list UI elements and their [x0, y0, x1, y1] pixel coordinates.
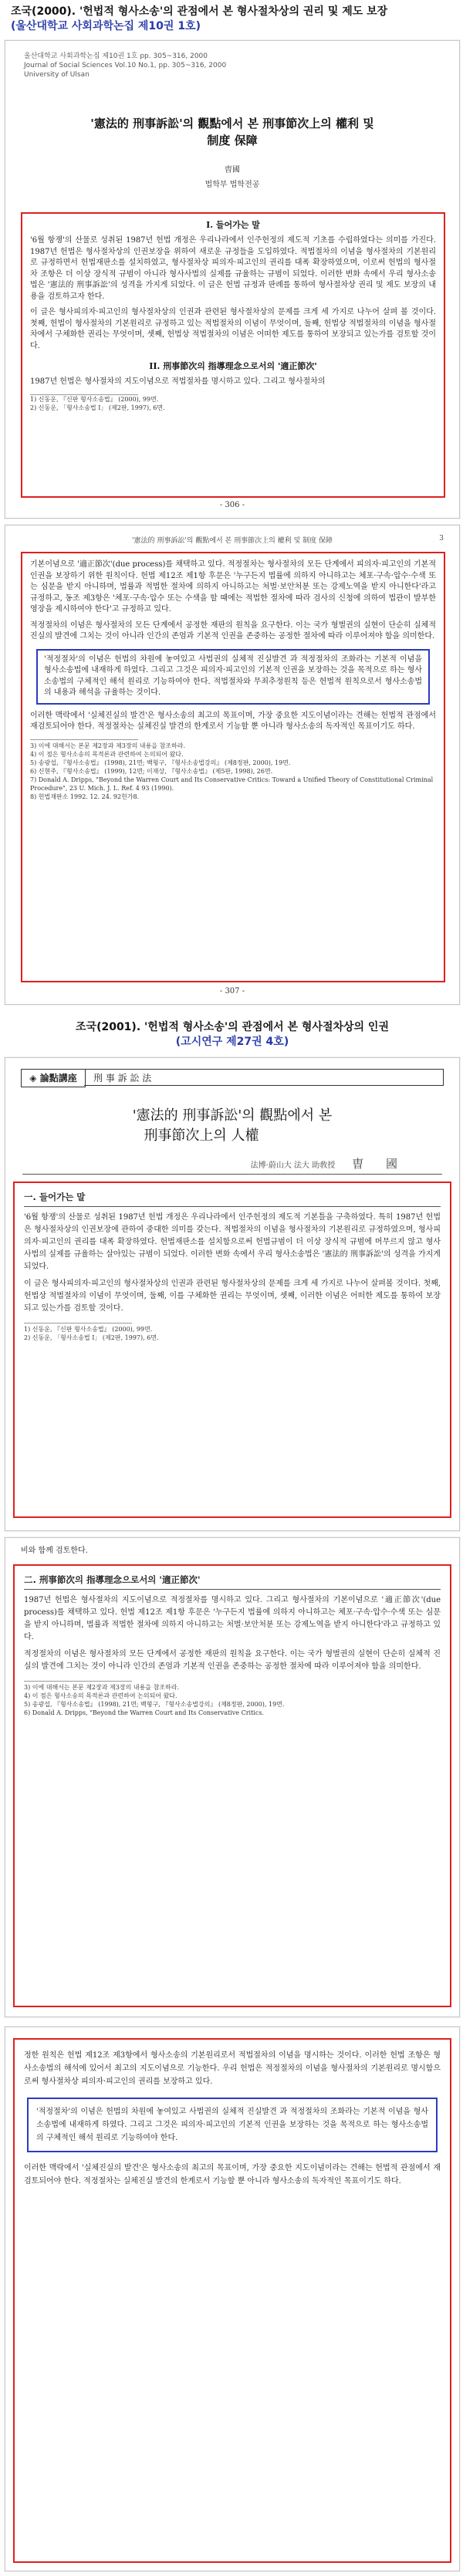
- page-number: - 307 -: [219, 987, 245, 996]
- body-paragraph: '6월 항쟁'의 산물로 성취된 1987년 헌법 개정은 우리나라에서 인주헌정의 제도적 기초를 수립하였다는 의미를 가진다. 1987년 헌법은 형사절차상의 인권보장을 위하여 새로운 규정들을 도입하였다. 적법절차의 이념을 형사절차의 기본원리로 규정하면서 헌법재판소를 설치하였고, 형사절차상 피의자·피고인의 권리를 대폭 확장하였으며, 이로써 헌법의 형사절차 조항은 더 이상 장식적 규범이 아니라 형사사법의 실제를 규율하는 규범이 되었다. 이러한 변화 속에서 우리 형사소송법은 '憲法的 刑事訴訟'의 성격을 가지게 되었다. 이 글은 헌법 규정과 판례를 통하여 형사절차상 권리 및 제도 보장의 내용을 검토하고자 한다.: [30, 236, 436, 301]
- footnote-rule: [30, 739, 138, 740]
- body-paragraph: 적정절차의 이념은 형사절차의 모든 단계에서 공정한 재판의 원칙을 요구한다. 이는 국가 형벌권의 실현이 단순히 실체적 진실의 발견에 그치는 것이 아니라 인간의 존엄과 기본적 인권을 존중하는 공정한 절차에 따라 이루어져야 함을 의미한다.: [24, 1650, 441, 1671]
- article-title: [5, 115, 459, 149]
- section-heading: II. 刑事節次의 指導理念으로서의 '適正節次': [149, 361, 317, 371]
- highlight-box: [13, 1182, 451, 1518]
- body-paragraph: 이러한 맥락에서 '실체진실의 발견'은 형사소송의 최고의 목표이며, 가장 중요한 지도이념이라는 견해는 헌법적 관점에서 재검토되어야 한다. 적정절차는 실체진실 발견의 한계로서 기능할 뿐 아니라 형사소송의 독자적인 목표이기도 하다.: [24, 2164, 441, 2186]
- footnote: 3) 이에 대해서는 본문 제2장과 제3장의 내용을 참조하라.: [30, 742, 186, 749]
- article-title-line: '憲法的 刑事訴訟'의 觀點에서 본 刑事節次上의 權利 및: [90, 117, 374, 130]
- quote-text: '적정절차'의 이념은 헌법의 차원에 놓여있고 사법권의 실체적 진실발견 과 적정절차의 조화라는 기본적 이념을 형사소송법에 내재하게 하였다. 그리고 그것은 피의자·피고인의 기본적 인권을 보장하는 것을 목적으로 하는 형사소송법의 구체적인 해석 원리로 기능하여야 한다. 적법절차와 무죄추정원칙 등은 헌법적 원칙으로서 형사소송법의 내용과 해석을 규율하는 것이다.: [44, 654, 422, 697]
- title-rule: [22, 1174, 442, 1175]
- author-block: [5, 163, 459, 189]
- footnote: 1) 신동운, 『신판 형사소송법』 (2000), 99면.: [24, 1326, 153, 1333]
- column-header: [21, 1066, 444, 1089]
- author-name: 曺 國: [352, 1157, 407, 1171]
- footnote: 4) 이 점은 형사소송의 목적론과 관련하여 논의되어 왔다.: [24, 1692, 177, 1699]
- highlight-box: [21, 552, 445, 982]
- doc2-page-1: [5, 1057, 460, 1531]
- body-paragraph: 이러한 맥락에서 '실체진실의 발견'은 형사소송의 최고의 목표이며, 가장 중요한 지도이념이라는 견해는 헌법적 관점에서 재검토되어야 한다. 적정절차는 실체진실 발견의 한계로서 기능할 뿐 아니라 형사소송의 독자적인 목표이기도 하다.: [30, 711, 436, 731]
- body-paragraph: 이 글은 형사피의자·피고인의 형사절차상의 인권과 관련된 형사절차상의 문제를 크게 세 가지로 나누어 살펴 볼 것이다. 첫째, 헌법이 형사절차의 기본원리로 규정하고 있는 적법절차의 이념이 무엇이며, 둘째, 헌법상 적법절차의 이념을 형사절차에서 구체화한 권리는 무엇이며, 셋째, 헌법상 적법절차의 이념은 어떠한 제도를 통하여 보장되고 있는가를 검토할 것이다.: [30, 308, 436, 350]
- article-title-line: '憲法的 刑事訴訟'의 觀點에서 본: [132, 1107, 333, 1124]
- author-dept: 법학부 법학전공: [204, 181, 260, 189]
- highlight-box: [13, 2038, 451, 2563]
- footnote: 6) 신현주, 『형사소송법』 (1999), 12면; 이재상, 『형사소송법』 (제5판, 1998), 26면.: [30, 767, 273, 775]
- footnote: 2) 신동운, 「형사소송법 I」 (제2판, 1997), 6면.: [30, 404, 165, 411]
- author-name: 曺國: [225, 166, 240, 174]
- running-head: [21, 535, 444, 545]
- highlight-box: [21, 212, 445, 498]
- running-head-number: 3: [439, 535, 444, 543]
- page-number: - 306 -: [219, 501, 245, 509]
- article-title-line: 刑事節次上의 人權: [144, 1127, 259, 1144]
- comparison-title-sub: (울산대학교 사회과학논집 제10권 1호): [11, 20, 201, 32]
- heading-rule: [24, 1589, 441, 1590]
- author-block: [5, 1155, 438, 1171]
- section-heading: I. 들어가는 말: [206, 220, 260, 230]
- footnote: 3) 이에 대해서는 본문 제2장과 제3장의 내용을 참조하라.: [24, 1684, 180, 1691]
- doc1-page-306: [5, 40, 460, 519]
- footnote: 4) 이 점은 형사소송의 목적론과 관련하여 논의되어 왔다.: [30, 750, 184, 758]
- comparison-title-main: 조국(2000). '헌법적 형사소송'의 관점에서 본 형사절차상의 권리 및 제도 보장: [11, 5, 388, 18]
- body-paragraph: 적정절차의 이념은 형사절차의 모든 단계에서 공정한 재판의 원칙을 요구한다. 이는 국가 형벌권의 실현이 단순히 실체적 진실의 발견에 그치는 것이 아니라 인간의 존엄과 기본적 인권을 존중하는 공정한 절차에 따라 이루어져야 함을 의미한다.: [30, 620, 436, 641]
- footnote: 6) Donald A. Dripps, "Beyond the Warren Court and Its Conservative Critics.: [24, 1709, 264, 1716]
- journal-meta-line: 울산대학교 사회과학논집 제10권 1호 pp. 305~316, 2000: [24, 52, 208, 60]
- footnote: 5) 송광섭, 『형사소송법』 (1998), 21면; 백형구, 『형사소송법강의』 (제8정판, 2000), 19면.: [24, 1701, 285, 1708]
- doc2-page-2: [5, 1537, 460, 2017]
- footnote: 5) 송광섭, 『형사소송법』 (1998), 21면; 백형구, 『형사소송법강의』 (제8정판, 2000), 19면.: [30, 759, 291, 766]
- comparison-title-2: [11, 1020, 454, 1050]
- body-paragraph: 이 글은 형사피의자·피고인의 형사절차상의 인권과 관련된 형사절차상의 문제를 크게 세 가지로 나누어 살펴볼 것이다. 첫째, 헌법상 적법절차의 이념이 무엇이며, 둘째, 이를 구체화한 권리는 무엇이며, 셋째, 이러한 이념은 어떠한 제도를 통하여 보장되고 있는가를 검토할 것이다.: [24, 1280, 441, 1313]
- footnote: 1) 신동운, 『신판 형사소송법』 (2000), 99면.: [30, 395, 159, 403]
- journal-meta-line: University of Ulsan: [24, 71, 90, 79]
- footnote-rule: [24, 1681, 132, 1682]
- body-paragraph: 1987년 헌법은 형사절차의 지도이념으로 적정절차를 명시하고 있다. 그리고 형사절차의 기본이념으로 '適正節次'(due process)를 채택하고 있다. 헌법 제12조 제1항 후문은 '누구든지 법률에 의하지 아니하고는 체포·구속·압수·수색 또는 심문을 받지 아니하며, 법률과 적법한 절차에 의하지 아니하고는 처벌·보안처분 또는 강제노역을 받지 아니한다'라고 규정하고 있다.: [24, 1596, 441, 1641]
- quote-text: '적정절차'의 이념은 헌법의 차원에 놓여있고 사법권의 실체적 진실발견 과 적정절차의 조화라는 기본적 이념을 형사소송법에 내재하게 하였다. 그리고 그것은 피의자·피고인의 기본적 인권을 보장하는 것을 목적으로 하는 형사소송법의 구체적인 해석 원리로 기능하여야 한다.: [36, 2108, 428, 2142]
- doc2-page-3: [5, 2027, 460, 2571]
- column-name: 刑 事 訴 訟 法: [84, 1069, 444, 1086]
- article-title: [5, 1106, 459, 1146]
- body-paragraph: 비와 함께 검토한다.: [21, 1547, 88, 1555]
- section-heading: 二. 刑事節次의 指導理念으로서의 '適正節次': [24, 1574, 201, 1585]
- body-paragraph: 정한 원칙은 헌법 제12조 제3항에서 형사소송의 기본원리로서 적법절차의 이념을 명시하는 것이다. 이러한 헌법 조항은 형사소송법의 해석에 있어서 최고의 지도이념으로 기능한다. 우리 헌법은 적정절차의 이념을 형사절차의 기본원리로 명시함으로써 형사절차상 피의자·피고인의 권리를 보장하고 있다.: [24, 2051, 441, 2086]
- body-paragraph: '6월 항쟁'의 산물로 성취된 1987년 헌법 개정은 우리나라에서 인주헌정의 제도적 기본틀을 구축하였다. 특히 1987년 헌법은 형사절차상의 인권보장에 관하여 중대한 의미를 갖는다. 적법절차의 이념을 형사절차의 기본원리로 규정하였으며, 형사피의자·피고인의 권리를 대폭 확장하였다. 헌법재판소를 설치함으로써 헌법규범이 더 이상 장식적 규범에 머무르지 않고 형사사법의 실제를 규율하는 살아있는 규범이 되었다. 이러한 변화 속에서 우리 형사소송법은 '憲法的 刑事訴訟'의 성격을 가지게 되었다.: [24, 1213, 441, 1271]
- body-paragraph: 1987년 헌법은 형사절차의 지도이념으로 적법절차를 명시하고 있다. 그리고 형사절차의: [30, 377, 326, 386]
- quote-box: [27, 2098, 438, 2152]
- quote-box: [36, 649, 430, 705]
- article-title-line: 制度 保障: [207, 134, 258, 147]
- footnote: 7) Donald A. Dripps, "Beyond the Warren Court and Its Conservative Critics: Toward a Unified Theory of Constitutional Criminal Procedure", 23 U. Mich. J. L. Ref. 4 93 (1990).: [30, 776, 434, 792]
- column-label: ◈ 論點講座: [21, 1069, 86, 1087]
- comparison-title-main: 조국(2001). '헌법적 형사소송'의 관점에서 본 형사절차상의 인권: [76, 1021, 389, 1033]
- comparison-title-sub: (고시연구 제27권 4호): [175, 1036, 289, 1048]
- body-paragraph: 기본이념으로 '適正節次'(due process)를 채택하고 있다. 적정절차는 형사절차의 모든 단계에서 피의자·피고인의 기본적 인권을 보장하기 위한 원칙이다. 헌법 제12조 제1항 후문은 '누구든지 법률에 의하지 아니하고는 체포·구속·압수·수색 또는 심문을 받지 아니하며, 법률과 적법한 절차에 의하지 아니하고는 처벌·보안처분 또는 강제노역을 받지 아니한다'라고 규정하고, 동조 제3항은 '체포·구속·압수 또는 수색을 할 때에는 적법한 절차에 따라 검사의 신청에 의하여 법관이 발부한 영장을 제시하여야 한다'고 규정하고 있다.: [30, 560, 436, 614]
- journal-meta-line: Journal of Social Sciences Vol.10 No.1, pp. 305~316, 2000: [24, 62, 227, 69]
- heading-rule: [24, 1206, 441, 1207]
- highlight-box: [13, 1564, 451, 2007]
- author-affiliation: 法博·蔚山大 法大 助敎授: [250, 1161, 336, 1170]
- section-heading: 一. 들어가는 말: [24, 1192, 86, 1202]
- doc1-page-307: [5, 525, 460, 1005]
- journal-meta: [24, 52, 226, 79]
- comparison-title-1: [11, 5, 454, 34]
- footnote: 8) 헌법재판소 1992. 12. 24. 92헌가8.: [30, 793, 140, 800]
- footnote: 2) 신동운, 「형사소송법 I」 (제2판, 1997), 6면.: [24, 1334, 159, 1341]
- running-head-title: '憲法的 刑事訴訟'의 觀點에서 본 刑事節次上의 權利 및 制度 保障: [131, 537, 333, 545]
- column-label-text: 論點講座: [39, 1073, 77, 1083]
